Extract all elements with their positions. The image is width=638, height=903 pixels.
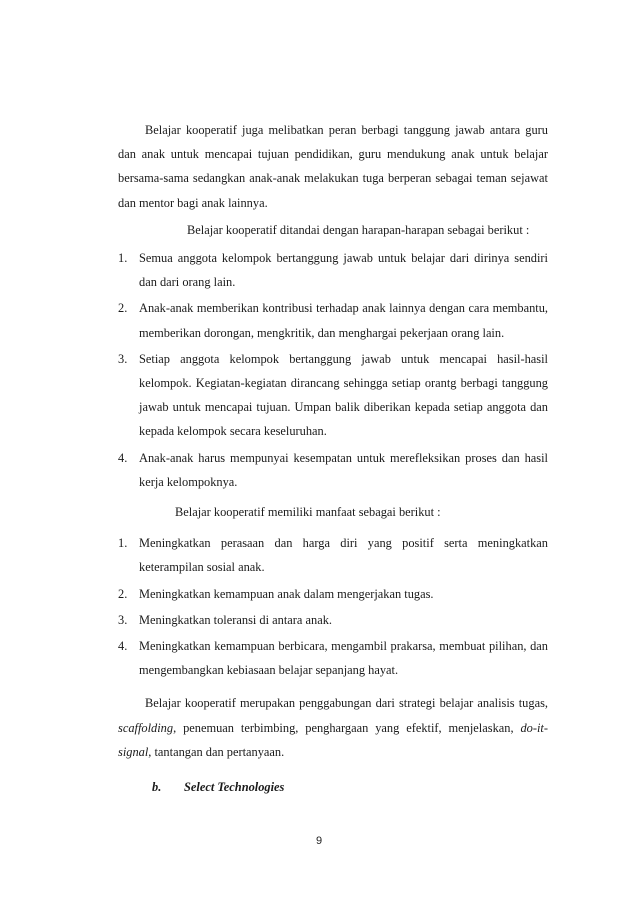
- list-item: [118, 446, 548, 494]
- paragraph-3: [118, 691, 548, 764]
- paragraph-3-text-a: Belajar kooperatif merupakan penggabungan dari strategi belajar analisis tugas,: [145, 696, 548, 711]
- list-item-text: Semua anggota kelompok bertanggung jawab untuk belajar dari dirinya sendiri dan dari orang lain.: [139, 251, 548, 290]
- list-item: [118, 634, 548, 682]
- list-item: [118, 531, 548, 579]
- list-number: 3.: [118, 612, 128, 627]
- paragraph-3-italic-term: scaffolding: [118, 720, 174, 735]
- list-number: 4.: [118, 639, 128, 654]
- subheading-letter: b.: [152, 780, 162, 795]
- list-item: [118, 246, 548, 294]
- list-item: [118, 296, 548, 344]
- list-number: 3.: [118, 351, 128, 366]
- subheading-title: Select Technologies: [184, 780, 285, 795]
- list-number: 1.: [118, 251, 128, 266]
- paragraph-1: Belajar kooperatif juga melibatkan peran berbagi tanggung jawab antara guru dan anak untuk mencapai tujuan pendidikan, guru mendukung anak untuk belajar bersama-sama sedangkan anak-anak melakukan tuga berperan sebagai teman sejawat dan mentor bagi anak lainnya.: [118, 123, 548, 210]
- list-number: 1.: [118, 536, 128, 551]
- paragraph-3-text-c: , tantangan dan pertanyaan.: [148, 744, 285, 759]
- list-2-intro: Belajar kooperatif memiliki manfaat sebagai berikut :: [175, 505, 441, 520]
- list-item: [118, 582, 548, 606]
- list-number: 2.: [118, 586, 128, 601]
- list-item-text: Anak-anak memberikan kontribusi terhadap anak lainnya dengan cara membantu, memberikan dorongan, mengkritik, dan menghargai pekerjaan orang lain.: [139, 301, 548, 340]
- list-item-text: Meningkatkan perasaan dan harga diri yang positif serta meningkatkan keterampilan sosial anak.: [139, 536, 548, 575]
- list-item-text: Anak-anak harus mempunyai kesempatan untuk merefleksikan proses dan hasil kerja kelompoknya.: [139, 450, 548, 489]
- page-content: [118, 118, 548, 799]
- expectations-list: [118, 246, 548, 494]
- page-number: 9: [315, 835, 323, 847]
- list-item-text: Meningkatkan kemampuan anak dalam mengerjakan tugas.: [139, 586, 434, 601]
- list-item: [118, 347, 548, 444]
- paragraph-3-text-b: , penemuan terbimbing, penghargaan yang efektif, menjelaskan,: [173, 720, 521, 735]
- list-item-text: Meningkatkan kemampuan berbicara, mengambil prakarsa, membuat pilihan, dan mengembangkan kebiasaan belajar sepanjang hayat.: [139, 639, 548, 678]
- list-item-text: Setiap anggota kelompok bertanggung jawab untuk mencapai hasil-hasil kelompok. Kegiatan-kegiatan dirancang sehingga setiap orantg berbagi tanggung jawab untuk mencapai tujuan. Umpan balik diberikan kepada setiap anggota dan kepada kelompok secara keseluruhan.: [139, 351, 548, 439]
- list-item-text: Meningkatkan toleransi di antara anak.: [139, 612, 333, 627]
- list-number: 2.: [118, 301, 128, 316]
- paragraph-3-italic-term: do-it-signal: [118, 720, 548, 759]
- list-number: 4.: [118, 450, 128, 465]
- list-1-intro: Belajar kooperatif ditandai dengan harapan-harapan sebagai berikut :: [187, 222, 530, 237]
- benefits-list: [118, 531, 548, 682]
- subheading: [118, 775, 548, 799]
- list-item: [118, 608, 548, 632]
